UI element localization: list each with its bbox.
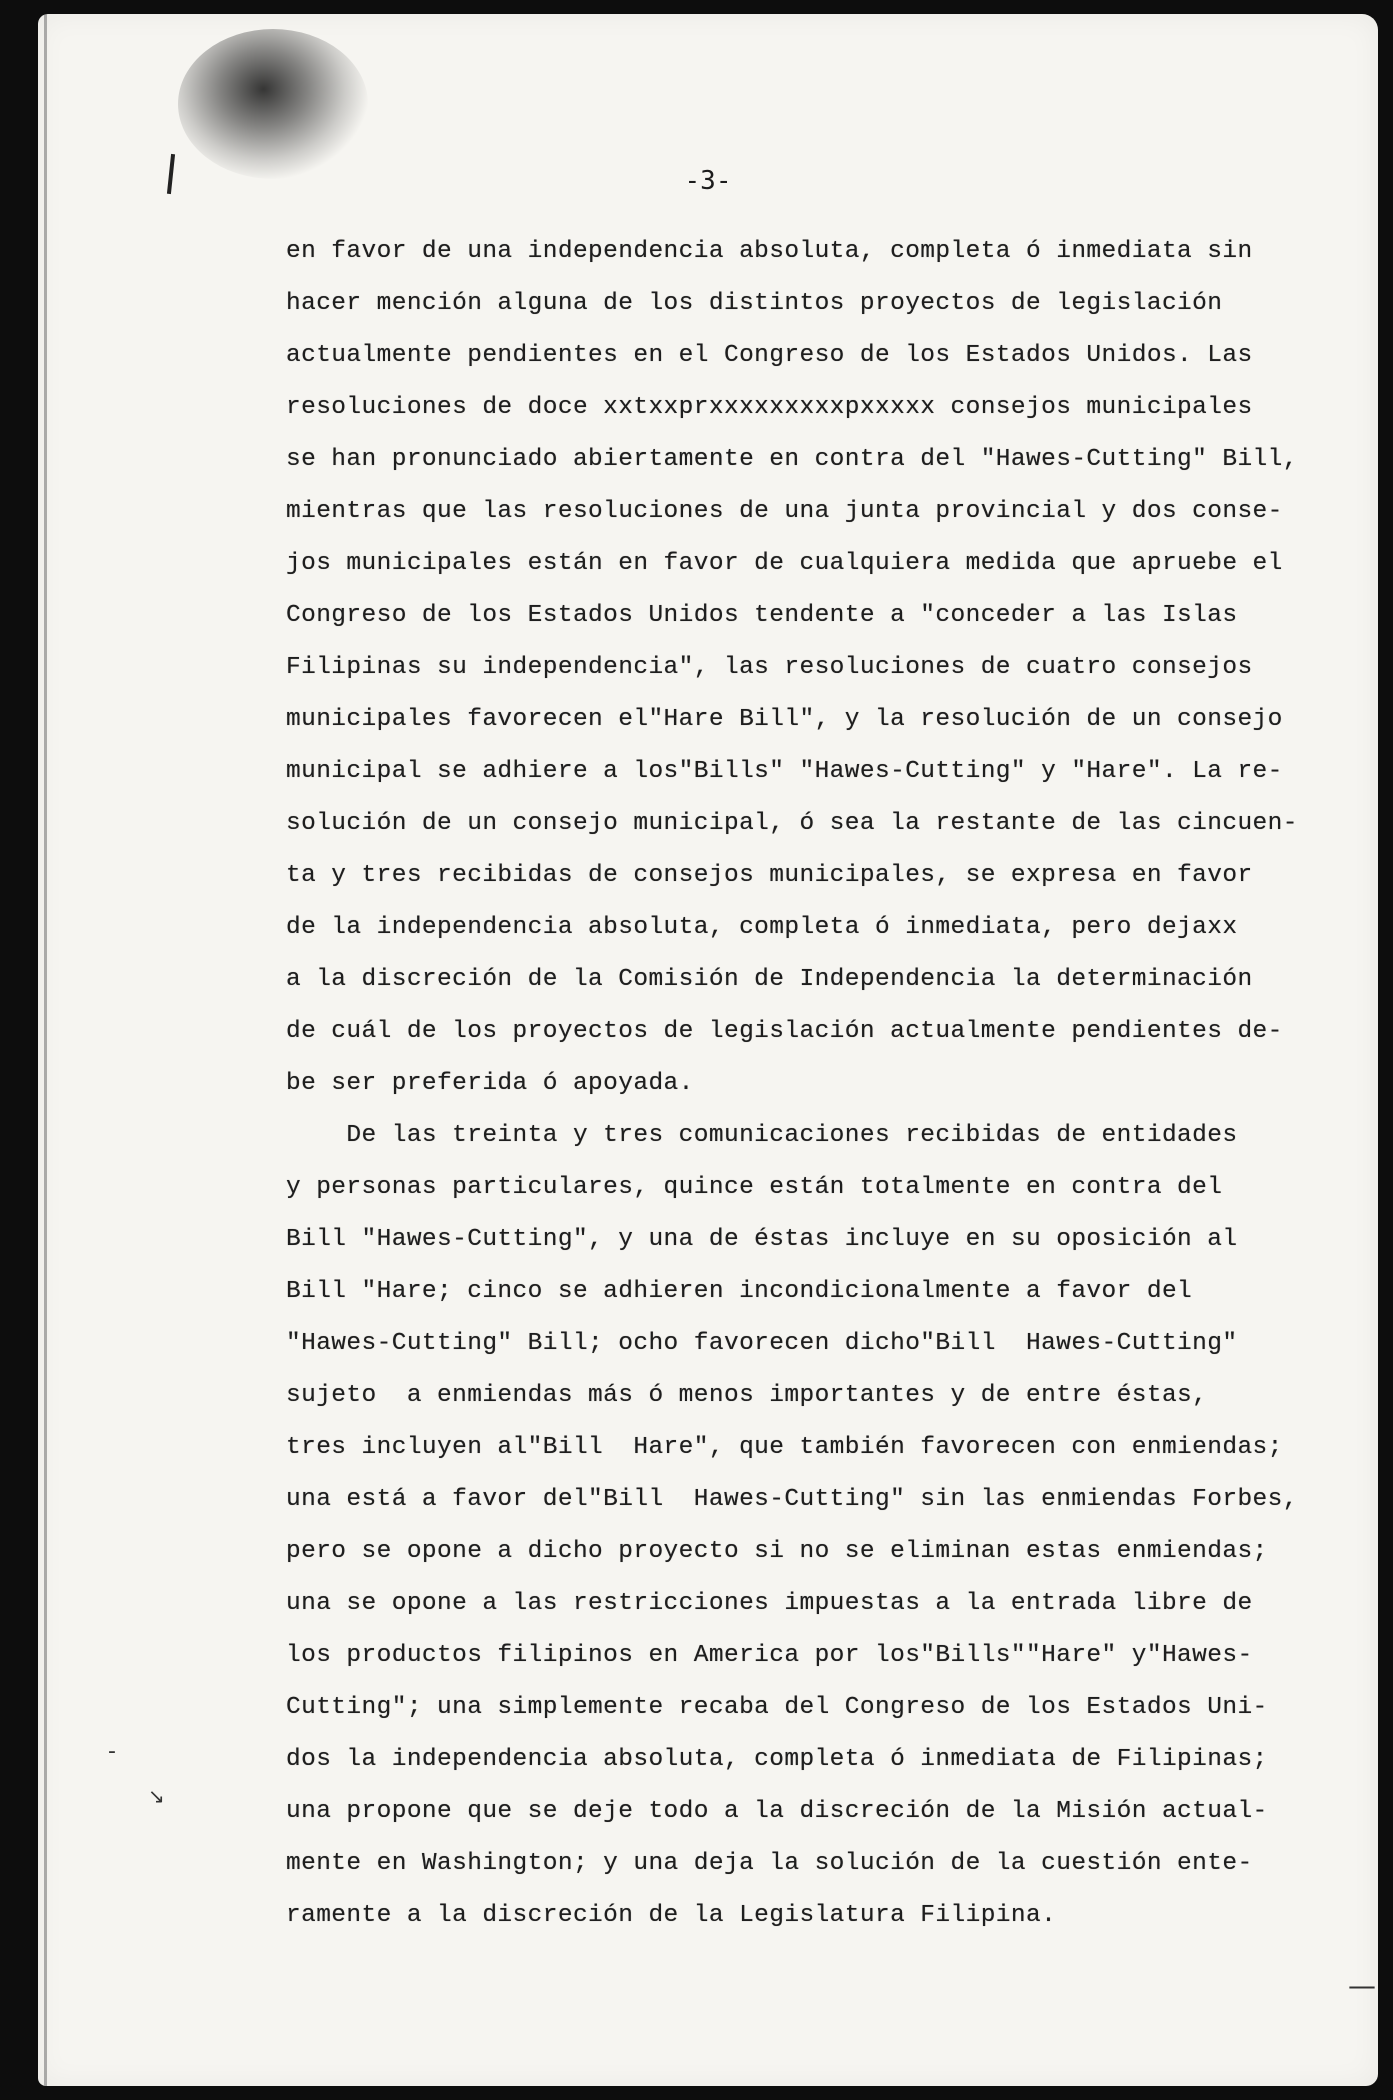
text-line: dos la independencia absoluta, completa ó inmediata de Filipinas; [286,1746,1268,1773]
text-line: se han pronunciado abiertamente en contra del "Hawes-Cutting" Bill, [286,446,1298,473]
text-line: hacer mención alguna de los distintos proyectos de legislación [286,290,1223,317]
text-line: una está a favor del"Bill Hawes-Cutting" sin las enmiendas Forbes, [286,1486,1298,1513]
text-line: y personas particulares, quince están totalmente en contra del [286,1174,1223,1201]
text-line: una propone que se deje todo a la discreción de la Misión actual- [286,1798,1268,1825]
stray-mark: ↘ [148,1784,165,1808]
text-line: mente en Washington; y una deja la solución de la cuestión ente- [286,1850,1253,1877]
document-body [286,226,1346,1942]
page-number: -3- [684,166,732,196]
text-line: los productos filipinos en America por los"Bills""Hare" y"Hawes- [286,1642,1253,1669]
text-line: "Hawes-Cutting" Bill; ocho favorecen dicho"Bill Hawes-Cutting" [286,1330,1238,1357]
text-line: solución de un consejo municipal, ó sea la restante de las cincuen- [286,810,1298,837]
text-line: ta y tres recibidas de consejos municipales, se expresa en favor [286,862,1253,889]
text-line: a la discreción de la Comisión de Independencia la determinación [286,966,1253,993]
stray-mark: - [108,1739,116,1764]
text-line: Congreso de los Estados Unidos tendente a "conceder a las Islas [286,602,1238,629]
page-edge [44,14,47,2086]
text-line: resoluciones de doce xxtxxprxxxxxxxxxpxxxxx consejos municipales [286,394,1253,421]
text-line: de cuál de los proyectos de legislación actualmente pendientes de- [286,1018,1283,1045]
text-line: de la independencia absoluta, completa ó inmediata, pero dejaxx [286,914,1238,941]
text-line: en favor de una independencia absoluta, completa ó inmediata sin [286,238,1253,265]
text-line: jos municipales están en favor de cualquiera medida que apruebe el [286,550,1283,577]
text-line: Filipinas su independencia", las resoluciones de cuatro consejos [286,654,1253,681]
text-line: actualmente pendientes en el Congreso de los Estados Unidos. Las [286,342,1253,369]
text-line: una se opone a las restricciones impuestas a la entrada libre de [286,1590,1253,1617]
ink-smudge [178,29,368,179]
text-line: municipal se adhiere a los"Bills" "Hawes-Cutting" y "Hare". La re- [286,758,1283,785]
text-line: sujeto a enmiendas más ó menos importantes y de entre éstas, [286,1382,1208,1409]
text-line: Bill "Hawes-Cutting", y una de éstas incluye en su oposición al [286,1226,1238,1253]
document-page [38,14,1378,2086]
text-line: Bill "Hare; cinco se adhieren incondicionalmente a favor del [286,1278,1193,1305]
text-line: be ser preferida ó apoyada. [286,1070,694,1097]
text-line: tres incluyen al"Bill Hare", que también favorecen con enmiendas; [286,1434,1283,1461]
text-line: mientras que las resoluciones de una junta provincial y dos conse- [286,498,1283,525]
stray-mark: — [1348,1969,1376,2002]
text-line: ramente a la discreción de la Legislatura Filipina. [286,1902,1057,1929]
text-line: pero se opone a dicho proyecto si no se eliminan estas enmiendas; [286,1538,1268,1565]
text-line: municipales favorecen el"Hare Bill", y la resolución de un consejo [286,706,1283,733]
text-line: De las treinta y tres comunicaciones recibidas de entidades [286,1122,1238,1149]
text-line: Cutting"; una simplemente recaba del Congreso de los Estados Uni- [286,1694,1268,1721]
